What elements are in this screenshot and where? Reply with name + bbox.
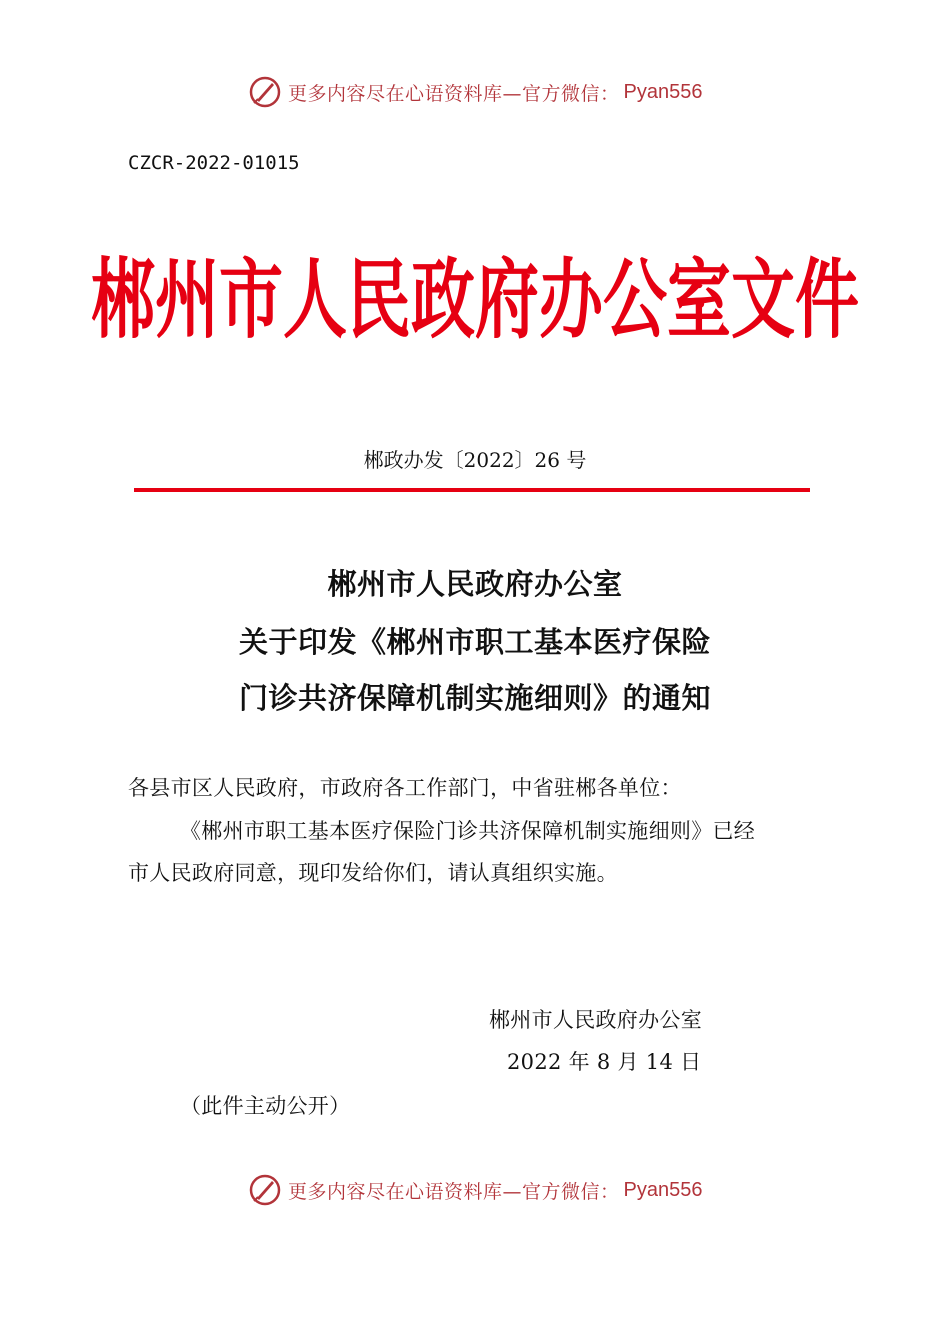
banner-text: 更多内容尽在心语资料库—官方微信： (288, 1180, 620, 1203)
notice-title-line-1: 郴州市人民政府办公室 (327, 567, 623, 601)
body-paragraph-line-2: 市人民政府同意，现印发给你们，请认真组织实施。 (128, 861, 618, 885)
red-masthead-title: 郴州市人民政府办公室文件 (91, 251, 859, 351)
issuer-signature: 郴州市人民政府办公室 (489, 1008, 702, 1032)
banner-wechat-id: Pyan556 (623, 80, 703, 103)
quill-seal-icon (248, 75, 282, 109)
notice-title-line-3: 门诊共济保障机制实施细则》的通知 (238, 681, 711, 715)
banner-wechat-id: Pyan556 (623, 1178, 703, 1201)
notice-title-line-2: 关于印发《郴州市职工基本医疗保险 (238, 625, 711, 659)
document-number: 郴政办发〔2022〕26 号 (363, 448, 587, 472)
quill-seal-icon (248, 1173, 282, 1207)
document-code: CZCR-2022-01015 (128, 152, 300, 174)
bottom-watermark-banner (248, 1172, 702, 1208)
red-separator-line (134, 488, 810, 492)
issue-date: 2022 年 8 月 14 日 (507, 1050, 702, 1074)
disclosure-note: （此件主动公开） (180, 1094, 351, 1118)
banner-text: 更多内容尽在心语资料库—官方微信： (288, 82, 620, 105)
body-paragraph-line-1: 《郴州市职工基本医疗保险门诊共济保障机制实施细则》已经 (180, 819, 756, 843)
addressee-line: 各县市区人民政府，市政府各工作部门，中省驻郴各单位： (128, 776, 682, 800)
top-watermark-banner (248, 74, 702, 110)
